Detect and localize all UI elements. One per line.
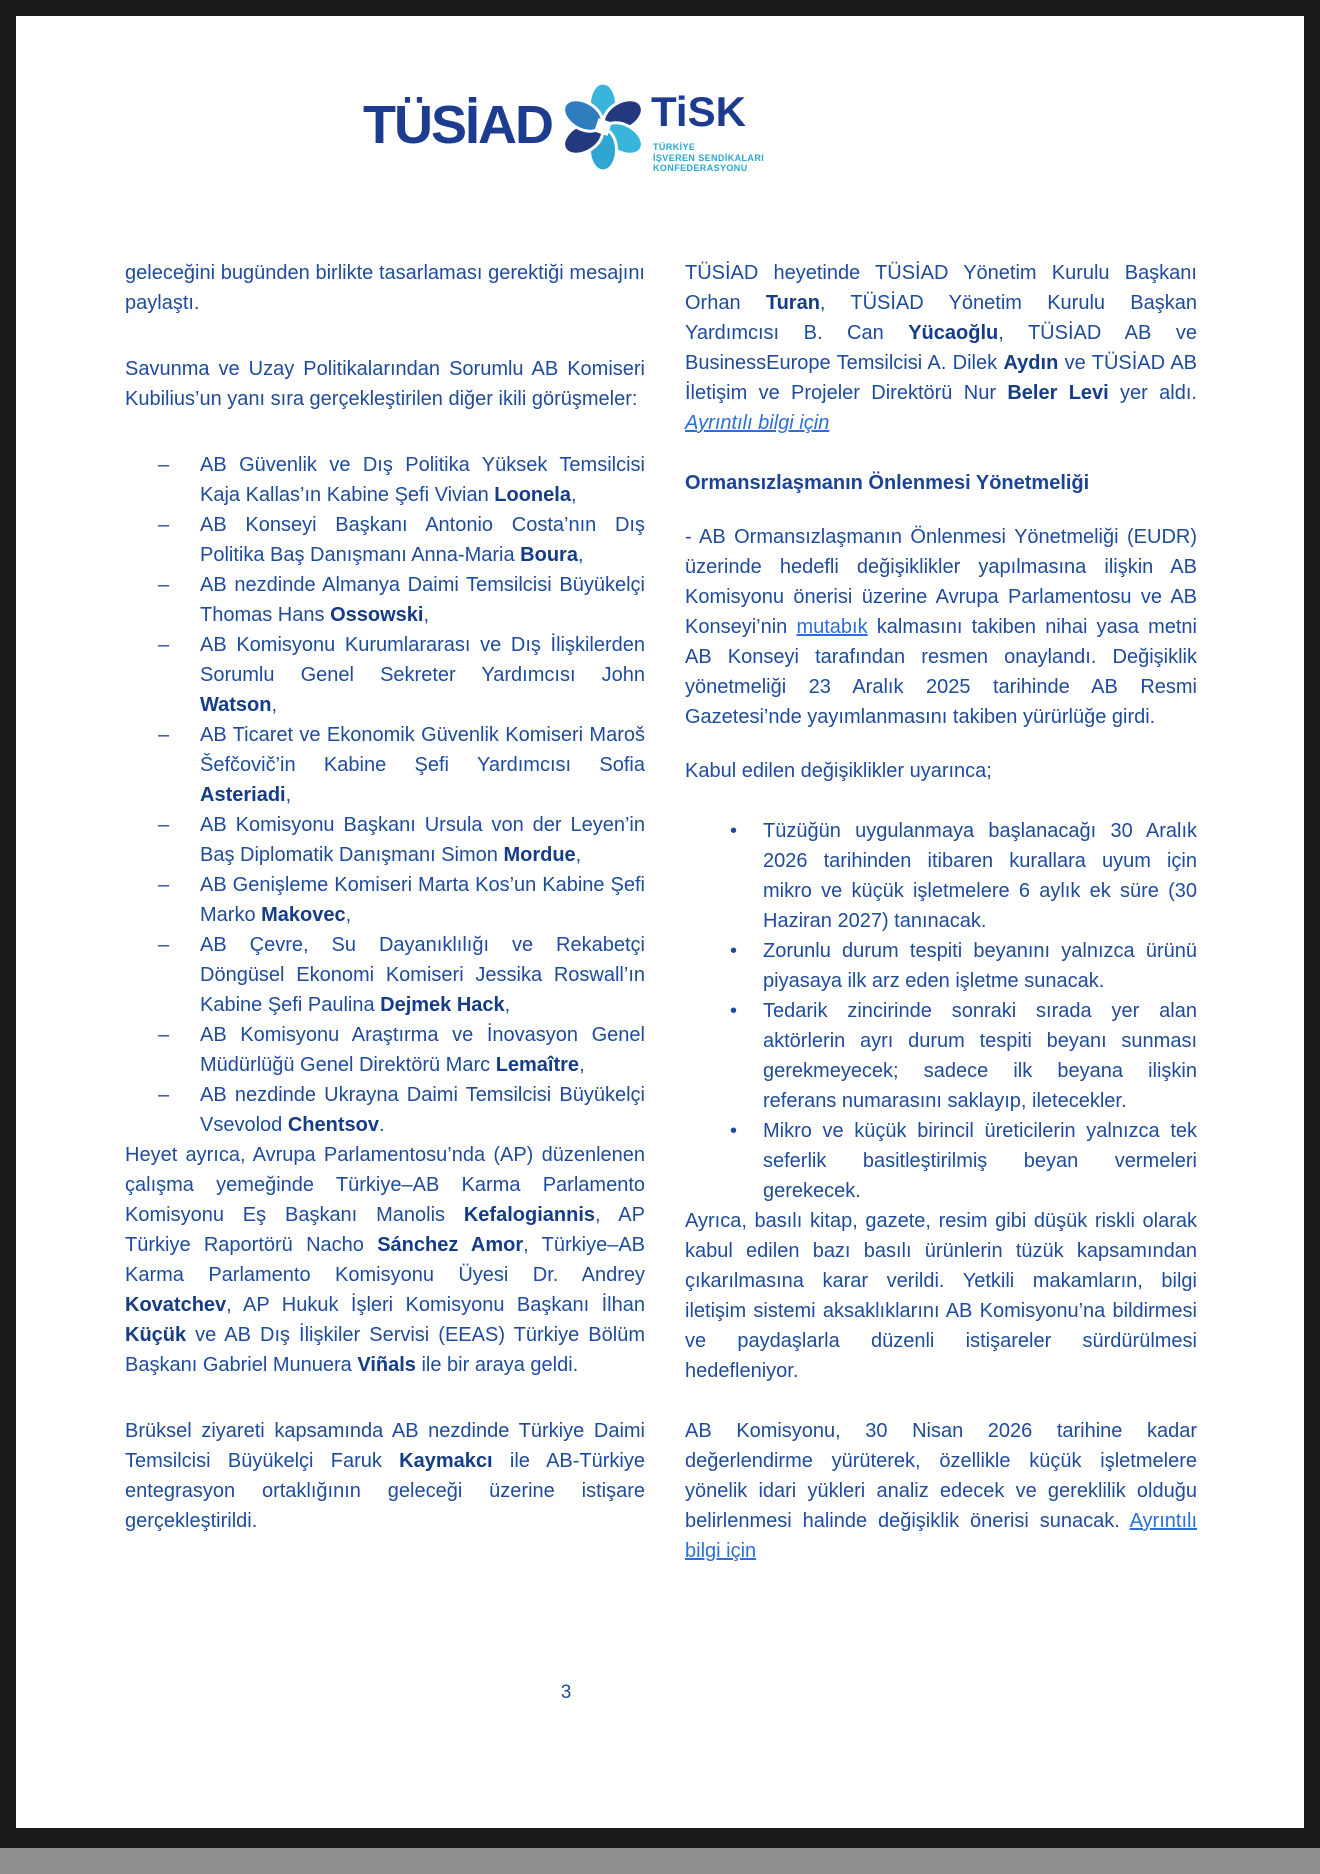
text-segment: Loonela bbox=[494, 484, 571, 506]
dash-bullet: – bbox=[158, 1084, 170, 1106]
text-segment: . bbox=[378, 1114, 385, 1136]
list-item bbox=[125, 930, 645, 1020]
text-segment: ile AB-Türkiye entegrasyon ortaklığının geleceği üzerine istişare gerçekleştirildi. bbox=[125, 1450, 645, 1532]
text-segment: Viñals bbox=[357, 1354, 416, 1376]
text-segment: Chentsov bbox=[287, 1114, 379, 1136]
list-item bbox=[125, 720, 645, 810]
list-item-text bbox=[200, 724, 645, 806]
header-logo-row bbox=[16, 78, 1304, 188]
text-segment: ve AB Dış İlişkiler Servisi (EEAS) Türkiye Bölüm Başkanı Gabriel Munuera bbox=[125, 1324, 645, 1376]
bullet-item-text bbox=[763, 820, 1197, 932]
paragraph-brussels-visit bbox=[125, 1416, 645, 1536]
dash-bullet: – bbox=[158, 934, 170, 956]
dash-bullet: – bbox=[158, 724, 170, 746]
text-segment: Küçük bbox=[125, 1324, 187, 1346]
text-segment: AB Güvenlik ve Dış Politika Yüksek Temsilcisi Kaja Kallas’ın Kabine Şefi Vivian bbox=[200, 454, 645, 506]
text-segment: Kaymakcı bbox=[399, 1450, 493, 1472]
text-segment: AB Çevre, Su Dayanıklılığı ve Rekabetçi Döngüsel Ekonomi Komiseri Jessika Roswall’ın Kabine Şefi Paulina bbox=[200, 934, 645, 1016]
text-segment: Brüksel ziyareti kapsamında AB nezdinde Türkiye Daimi Temsilcisi Büyükelçi Faruk bbox=[125, 1420, 645, 1472]
paragraph-commission-assessment bbox=[685, 1416, 1197, 1566]
text-segment: AB nezdinde Almanya Daimi Temsilcisi Büyükelçi Thomas Hans bbox=[200, 574, 645, 626]
bullet-item bbox=[685, 936, 1197, 996]
text-segment: Savunma ve Uzay Politikalarından Sorumlu AB Komiseri Kubilius’un yanı sıra gerçekleştirilen diğer ikili görüşmeler: bbox=[125, 358, 645, 410]
text-segment: TÜSİAD heyetinde TÜSİAD Yönetim Kurulu Başkanı Orhan bbox=[685, 262, 1197, 314]
dash-bullet: – bbox=[158, 634, 170, 656]
text-segment: , bbox=[575, 844, 582, 866]
dash-bullet: – bbox=[158, 1024, 170, 1046]
text-segment: , Türkiye–AB Karma Parlamento Komisyonu Üyesi Dr. Andrey bbox=[125, 1234, 646, 1286]
details-link-eudr[interactable]: Ayrıntılı bilgi için bbox=[685, 1510, 1197, 1562]
text-segment: Ossowski bbox=[330, 604, 424, 626]
text-segment: Kefalogiannis bbox=[463, 1204, 595, 1226]
bullet-item bbox=[685, 996, 1197, 1116]
text-segment: , AP Hukuk İşleri Komisyonu Başkanı İlhan bbox=[226, 1294, 645, 1316]
text-segment: Tüzüğün uygulanmaya başlanacağı 30 Aralık 2026 tarihinden itibaren kurallara uyum için mikro ve küçük işletmelere 6 aylık ek süre (30 Haziran 2027) tanınacak. bbox=[763, 820, 1197, 932]
text-segment: AB Ticaret ve Ekonomik Güvenlik Komiseri Maroš Šefčovič’in Kabine Şefi Yardımcısı Sofia bbox=[200, 724, 645, 776]
text-segment: , bbox=[570, 484, 577, 506]
paragraph-ep-lunch bbox=[125, 1140, 645, 1380]
paragraph-intro-message bbox=[125, 258, 645, 318]
list-item bbox=[125, 1080, 645, 1140]
text-segment: , bbox=[285, 784, 292, 806]
text-segment: AB Komisyonu Başkanı Ursula von der Leyen’in Baş Diplomatik Danışmanı Simon bbox=[200, 814, 645, 866]
text-segment: , bbox=[579, 1054, 585, 1076]
tisk-logo-subtitle bbox=[653, 142, 764, 174]
bullet-item bbox=[685, 816, 1197, 936]
tisk-logo bbox=[563, 80, 793, 188]
text-segment: Asteriadi bbox=[200, 784, 286, 806]
tisk-subtitle-line: İŞVEREN SENDİKALARI bbox=[653, 152, 765, 163]
text-segment: , TÜSİAD Yönetim Kurulu Başkan Yardımcısı B. Can bbox=[685, 292, 1197, 344]
text-segment: Yücaoğlu bbox=[908, 322, 999, 344]
tisk-subtitle-line: KONFEDERASYONU bbox=[653, 163, 748, 173]
text-segment: ile bir araya geldi. bbox=[415, 1354, 579, 1376]
text-segment: Boura bbox=[520, 544, 578, 566]
tusiad-logo: TÜSİAD bbox=[363, 95, 552, 155]
text-segment: Mordue bbox=[503, 844, 576, 866]
list-item-text bbox=[200, 634, 645, 716]
mutabik-link[interactable]: mutabık bbox=[796, 616, 868, 638]
paragraph-printed-products bbox=[685, 1206, 1197, 1386]
meetings-dash-list bbox=[125, 450, 645, 1140]
paragraph-tusiad-delegation bbox=[685, 258, 1197, 438]
dot-bullet: • bbox=[730, 940, 738, 962]
text-segment: yer aldı. bbox=[1108, 382, 1197, 404]
text-segment: Sánchez Amor bbox=[377, 1234, 524, 1256]
document-page bbox=[16, 16, 1304, 1828]
tisk-logo-text: TiSK bbox=[651, 88, 746, 135]
list-item bbox=[125, 810, 645, 870]
text-segment: Aydın bbox=[1003, 352, 1059, 374]
list-item-text bbox=[200, 874, 645, 926]
list-item-text bbox=[200, 934, 645, 1016]
details-link-tusiad-delegation[interactable]: Ayrıntılı bilgi için bbox=[685, 412, 830, 434]
list-item bbox=[125, 870, 645, 930]
dot-bullet: • bbox=[730, 1120, 738, 1142]
text-segment: , AP Türkiye Raportörü Nacho bbox=[125, 1204, 645, 1256]
text-segment: AB Genişleme Komiseri Marta Kos’un Kabine Şefi Marko bbox=[200, 874, 645, 926]
changes-bullet-list bbox=[685, 816, 1197, 1206]
dash-bullet: – bbox=[158, 814, 170, 836]
text-segment: , bbox=[504, 994, 511, 1016]
right-column bbox=[685, 258, 1197, 1566]
text-segment: geleceğini bugünden birlikte tasarlaması gerektiği mesajını paylaştı. bbox=[125, 262, 645, 314]
paragraph-bilateral-meetings-intro bbox=[125, 354, 645, 414]
list-item bbox=[125, 1020, 645, 1080]
text-segment: , bbox=[345, 904, 352, 926]
list-item-text bbox=[200, 814, 645, 866]
bullet-item bbox=[685, 1116, 1197, 1206]
text-segment: - AB Ormansızlaşmanın Önlenmesi Yönetmeliği (EUDR) üzerinde hedefli değişiklikler yapılmasına ilişkin AB Komisyonu önerisi üzerine Avrupa Parlamentosu ve AB Konseyi’nin bbox=[685, 526, 1197, 638]
text-segment: Ayrıca, basılı kitap, gazete, resim gibi düşük riskli olarak kabul edilen bazı basılı ürünlerin tüzük kapsamından çıkarılmasına karar verildi. Yetkili makamların, bilgi iletişim sistemi aksaklıklarını AB Komisyonu’na bildirmesi ve paydaşlarla düzenli istişareler sürdürülmesi hedefleniyor. bbox=[685, 1210, 1197, 1382]
bullet-item-text bbox=[763, 1120, 1197, 1202]
text-segment: Turan bbox=[765, 292, 820, 314]
paragraph-changes-intro bbox=[685, 756, 1197, 786]
list-item-text bbox=[200, 574, 645, 626]
dash-bullet: – bbox=[158, 574, 170, 596]
tisk-subtitle-line: TÜRKİYE bbox=[653, 142, 696, 152]
bullet-item-text bbox=[763, 1000, 1197, 1112]
text-segment: Kovatchev bbox=[125, 1294, 227, 1316]
section-heading-deforestation: Ormansızlaşmanın Önlenmesi Yönetmeliği bbox=[685, 472, 1090, 494]
dash-bullet: – bbox=[158, 514, 170, 536]
text-segment: , bbox=[271, 694, 278, 716]
list-item bbox=[125, 570, 645, 630]
list-item-text bbox=[200, 514, 645, 566]
left-column bbox=[125, 258, 645, 1536]
bullet-item-text bbox=[763, 940, 1197, 992]
text-segment: Mikro ve küçük birincil üreticilerin yalnızca tek seferlik basitleştirilmiş beyan vermeleri gerekecek. bbox=[763, 1120, 1197, 1202]
viewer-bottom-bar bbox=[0, 1848, 1320, 1874]
text-segment: Makovec bbox=[261, 904, 346, 926]
dash-bullet: – bbox=[158, 454, 170, 476]
text-segment: , bbox=[423, 604, 430, 626]
dot-bullet: • bbox=[730, 1000, 738, 1022]
text-segment: kalmasını takiben nihai yasa metni AB Konseyi tarafından resmen onaylandı. Değişiklik yönetmeliği 23 Aralık 2025 tarihinde AB Resmi Gazetesi’nde yayımlanmasını takiben yürürlüğe girdi. bbox=[685, 616, 1197, 728]
list-item-text bbox=[200, 454, 645, 506]
dash-bullet: – bbox=[158, 874, 170, 896]
text-segment: Dejmek Hack bbox=[380, 994, 505, 1016]
text-segment: AB Komisyonu Araştırma ve İnovasyon Genel Müdürlüğü Genel Direktörü Marc bbox=[200, 1024, 645, 1076]
text-segment: Zorunlu durum tespiti beyanını yalnızca ürünü piyasaya ilk arz eden işletme sunacak. bbox=[763, 940, 1197, 992]
text-segment: Beler Levi bbox=[1007, 382, 1109, 404]
list-item-text bbox=[200, 1084, 645, 1136]
text-segment: ve TÜSİAD AB İletişim ve Projeler Direktörü Nur bbox=[685, 352, 1198, 404]
text-segment: Tedarik zincirinde sonraki sırada yer alan aktörlerin ayrı durum tespiti beyanı sunması gerekmeyecek; sadece ilk beyana ilişkin referans numarasını saklayıp, iletecekler. bbox=[763, 1000, 1197, 1112]
text-segment: Lemaître bbox=[495, 1054, 580, 1076]
text-segment: Kabul edilen değişiklikler uyarınca; bbox=[685, 760, 992, 782]
dot-bullet: • bbox=[730, 820, 738, 842]
list-item-text bbox=[200, 1024, 645, 1076]
text-segment: AB nezdinde Ukrayna Daimi Temsilcisi Büyükelçi Vsevolod bbox=[200, 1084, 645, 1136]
list-item bbox=[125, 450, 645, 510]
list-item bbox=[125, 630, 645, 720]
page-number: 3 bbox=[560, 1682, 572, 1703]
text-segment: Heyet ayrıca, Avrupa Parlamentosu’nda (AP) düzenlenen çalışma yemeğinde Türkiye–AB Karma Parlamento Komisyonu Eş Başkanı Manolis bbox=[125, 1144, 645, 1226]
text-segment: AB Komisyonu Kurumlararası ve Dış İlişkilerden Sorumlu Genel Sekreter Yardımcısı John bbox=[200, 634, 645, 686]
paragraph-eudr bbox=[685, 522, 1197, 732]
text-segment: AB Konseyi Başkanı Antonio Costa’nın Dış Politika Baş Danışmanı Anna-Maria bbox=[200, 514, 645, 566]
tisk-flower-icon bbox=[563, 84, 643, 170]
text-segment: , bbox=[577, 544, 584, 566]
list-item bbox=[125, 510, 645, 570]
text-segment: Watson bbox=[200, 694, 272, 716]
text-segment: , TÜSİAD AB ve BusinessEurope Temsilcisi A. Dilek bbox=[685, 322, 1197, 374]
text-segment: AB Komisyonu, 30 Nisan 2026 tarihine kadar değerlendirme yürüterek, özellikle küçük işletmelere yönelik idari yükleri analiz edecek ve gereklilik olduğu belirlenmesi halinde değişiklik önerisi sunacak. bbox=[685, 1420, 1197, 1532]
